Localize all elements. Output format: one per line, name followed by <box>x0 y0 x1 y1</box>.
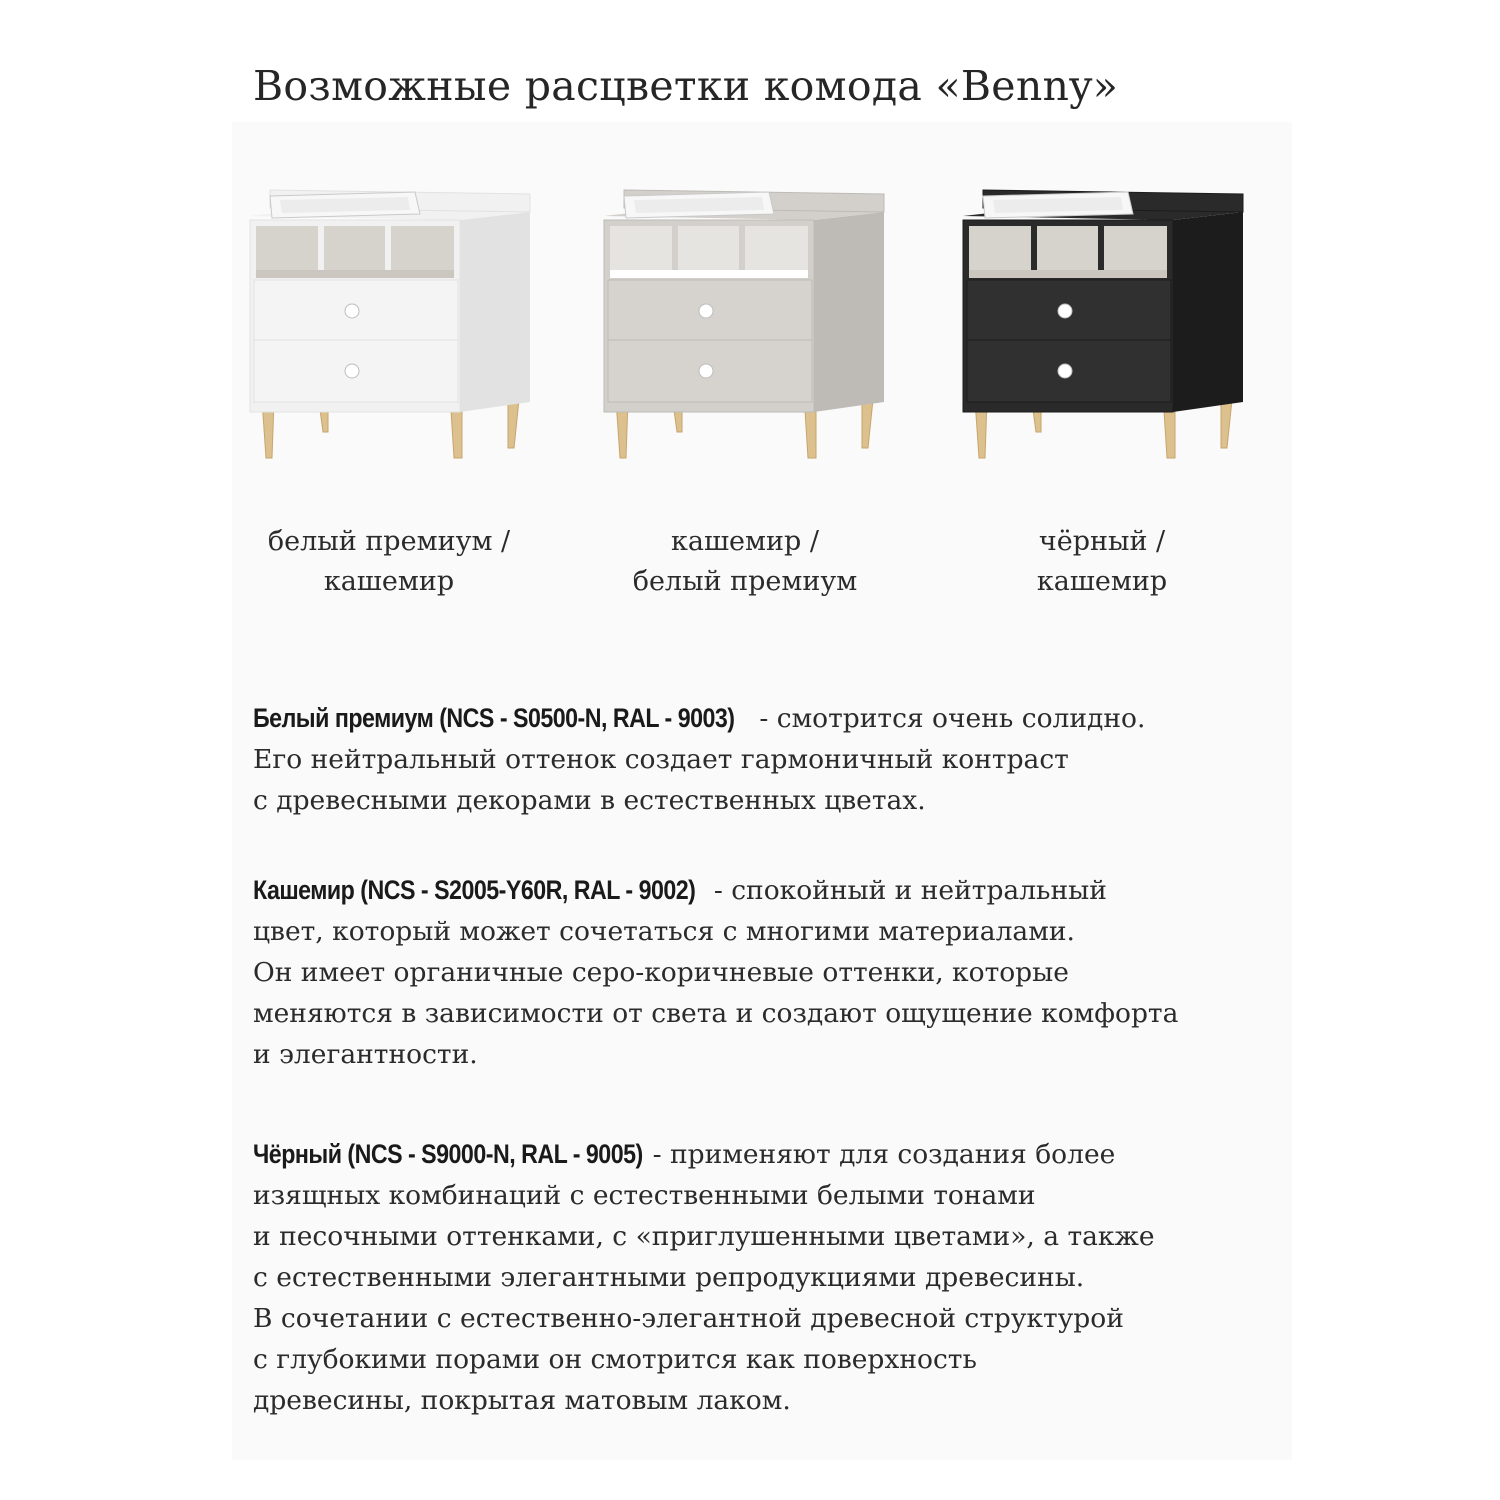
description-line: Он имеет органичные серо-коричневые оттенки, которые <box>253 957 1069 988</box>
dresser-divider <box>739 226 745 274</box>
color-name-heading: Кашемир (NCS - S2005-Y60R, RAL - 9002) <box>253 875 696 905</box>
description-line: с естественными элегантными репродукциями древесины. <box>253 1262 1085 1293</box>
drawer-knob <box>699 364 713 378</box>
dresser-shelf-niche <box>969 226 1167 274</box>
description-line: с глубокими порами он смотрится как поверхность <box>253 1344 977 1375</box>
dresser-side <box>814 212 884 412</box>
caption-line: белый премиум <box>632 566 858 597</box>
dresser-shelf-board <box>256 270 454 278</box>
dresser-shelf-board <box>610 270 808 278</box>
description-line: цвет, который может сочетаться с многими материалами. <box>253 916 1075 947</box>
dresser-side <box>460 212 530 412</box>
caption-line: кашемир <box>323 566 455 597</box>
caption-line: белый премиум / <box>267 526 511 557</box>
description-line: и элегантности. <box>253 1039 478 1070</box>
dresser-shelf-board <box>969 270 1167 278</box>
description-text: - смотрится очень солидно. <box>750 703 1146 734</box>
description-line: с древесными декорами в естественных цветах. <box>253 785 926 816</box>
dresser-divider <box>385 226 391 274</box>
color-name-heading: Белый премиум (NCS - S0500-N, RAL - 9003) <box>253 703 735 733</box>
dresser-illustration <box>953 180 1253 490</box>
caption-line: чёрный / <box>1038 526 1166 557</box>
drawer-knob <box>345 304 359 318</box>
description-text: - применяют для создания более <box>644 1139 1116 1170</box>
description-line: В сочетании с естественно-элегантной древесной структурой <box>253 1303 1124 1334</box>
description-black <box>253 1134 1155 1421</box>
drawer-knob <box>345 364 359 378</box>
dresser-shelf-niche <box>256 226 454 274</box>
caption-line: кашемир <box>1036 566 1168 597</box>
description-text: - спокойный и нейтральный <box>705 875 1107 906</box>
caption-cashmere <box>575 522 915 602</box>
description-line <box>253 1134 1155 1175</box>
dresser-divider <box>672 226 678 274</box>
description-line <box>253 870 1178 911</box>
dresser-divider <box>1098 226 1104 274</box>
color-name-heading: Чёрный (NCS - S9000-N, RAL - 9005) <box>253 1139 643 1169</box>
drawer-knob <box>1058 304 1072 318</box>
dresser-shelf-niche <box>610 226 808 274</box>
description-line <box>253 698 1145 739</box>
description-line: изящных комбинаций с естественными белыми тонами <box>253 1180 1036 1211</box>
dresser-divider <box>1031 226 1037 274</box>
dresser-illustration <box>594 180 894 490</box>
caption-line: кашемир / <box>670 526 819 557</box>
dresser-image-cashmere <box>594 180 894 490</box>
description-line: Его нейтральный оттенок создает гармоничный контраст <box>253 744 1069 775</box>
description-line: древесины, покрытая матовым лаком. <box>253 1385 791 1416</box>
dresser-image-white <box>240 180 540 490</box>
page-title: Возможные расцветки комода «Benny» <box>253 62 1119 110</box>
dresser-illustration <box>240 180 540 490</box>
drawer-knob <box>699 304 713 318</box>
dresser-divider <box>318 226 324 274</box>
drawer-knob <box>1058 364 1072 378</box>
caption-white <box>219 522 559 602</box>
description-cashmere <box>253 870 1178 1075</box>
caption-black <box>932 522 1272 602</box>
dresser-image-black <box>953 180 1253 490</box>
description-line: меняются в зависимости от света и создают ощущение комфорта <box>253 998 1179 1029</box>
description-white <box>253 698 1145 821</box>
dresser-side <box>1173 212 1243 412</box>
description-line: и песочными оттенками, с «приглушенными цветами», а также <box>253 1221 1155 1252</box>
